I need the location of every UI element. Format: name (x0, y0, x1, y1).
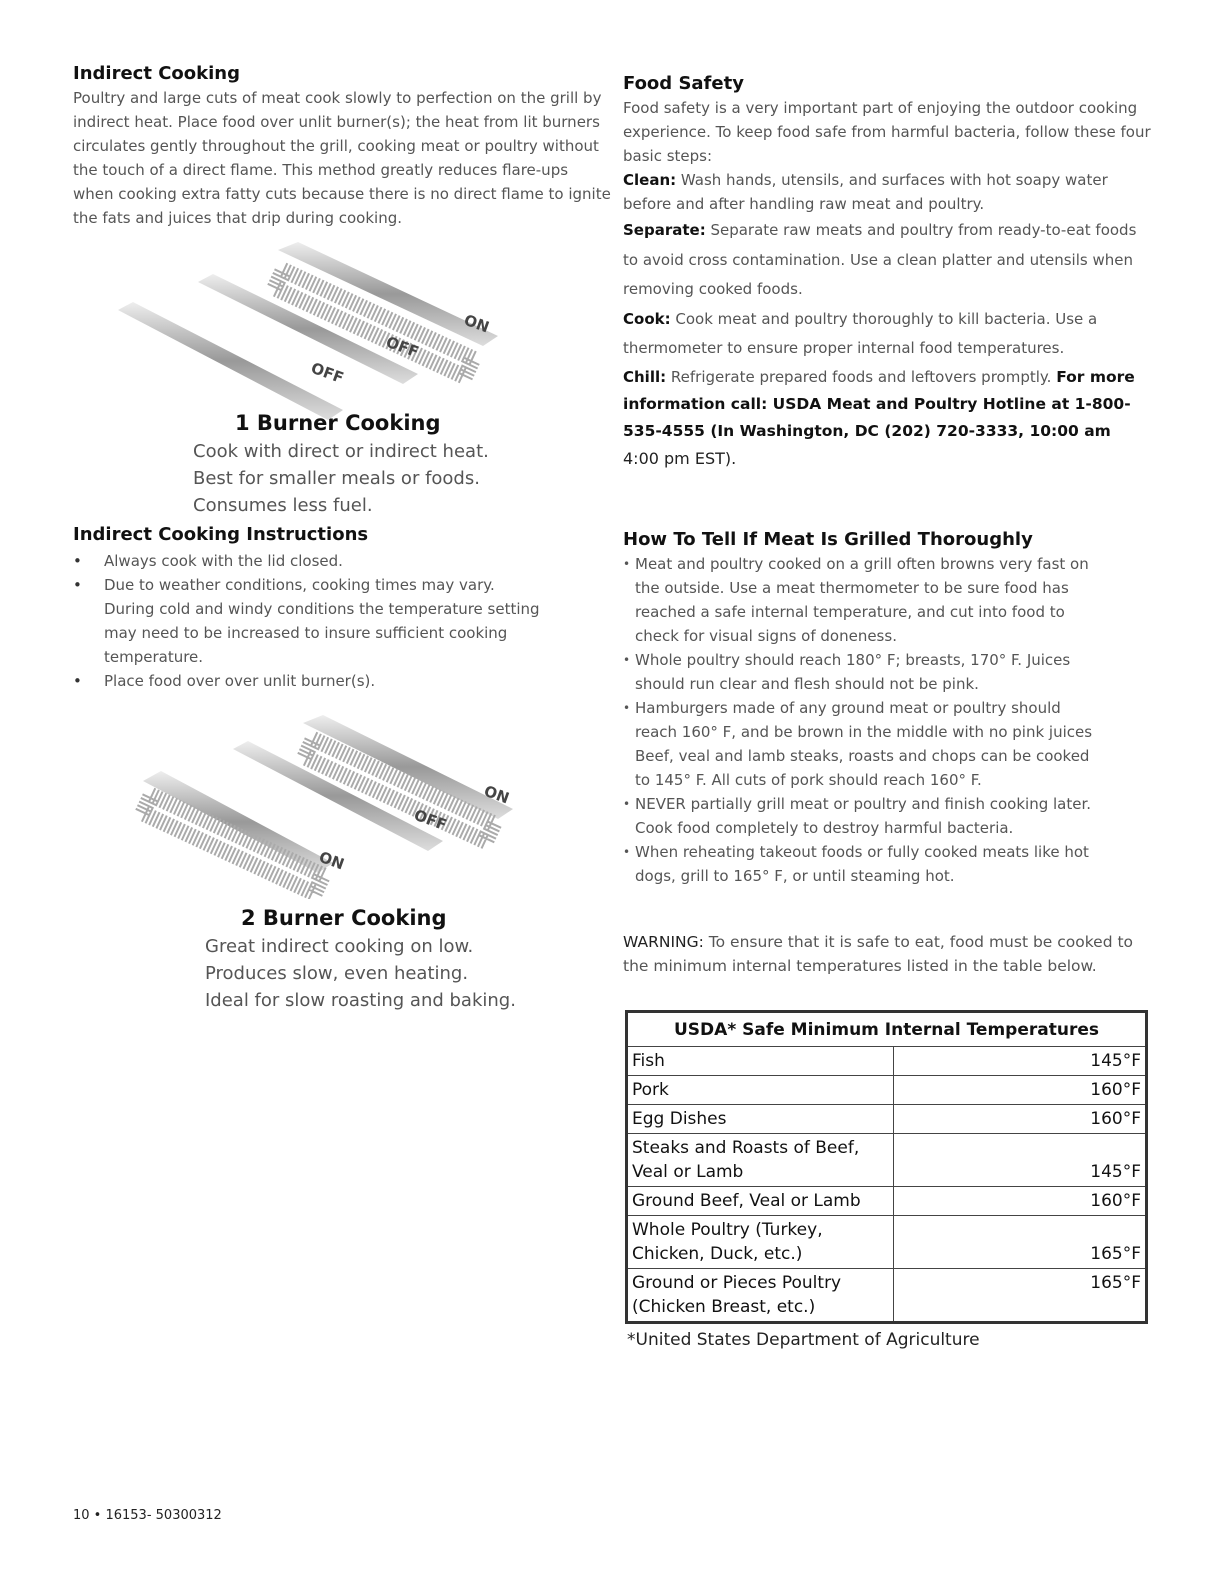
burner-tubes-graphic (73, 242, 613, 438)
temperature-table (625, 1010, 1148, 1324)
two-burner-line-1: Great indirect cooking on low. (205, 936, 474, 957)
food-line-1: Ground or Pieces Poultry (632, 1272, 842, 1293)
two-burner-illustration (73, 715, 613, 899)
clean-label: Clean: (623, 171, 677, 189)
chill-step (623, 364, 1153, 445)
separate-label: Separate: (623, 221, 706, 239)
indirect-cooking-heading: Indirect Cooking (73, 63, 240, 84)
table-row (627, 1075, 1147, 1104)
burner-label-1: ON (481, 781, 512, 808)
table-cell-temp: 160°F (894, 1104, 1147, 1133)
list-item: • When reheating takeout foods or fully cooked meats like hot dogs, grill to 165° F, or until steaming hot. (623, 840, 1107, 888)
warning-text (623, 930, 1143, 978)
one-burner-illustration (73, 242, 613, 438)
burner-tubes-graphic-2 (73, 715, 613, 899)
table-cell-temp: 145°F (894, 1046, 1147, 1075)
food-line-1: Whole Poultry (Turkey, (632, 1219, 823, 1240)
table-cell-temp: 160°F (894, 1186, 1147, 1215)
two-burner-line-2: Produces slow, even heating. (205, 963, 469, 984)
list-item: • Always cook with the lid closed. (73, 549, 573, 573)
two-burner-caption (205, 903, 613, 1014)
table-cell-food: Pork (627, 1075, 894, 1104)
two-burner-title: 2 Burner Cooking (241, 906, 447, 930)
food-safety-intro: Food safety is a very important part of enjoying the outdoor cooking experience. To keep food safe from harmful bacteria, follow these four basic steps: (623, 99, 1151, 165)
table-footnote: *United States Department of Agriculture (627, 1329, 980, 1350)
food-line-1: Steaks and Roasts of Beef, (632, 1137, 860, 1158)
table-cell-temp: 165°F (894, 1268, 1147, 1322)
hotline-end: 4:00 pm EST). (623, 448, 737, 468)
table-cell-food: Fish (627, 1046, 894, 1075)
table-row (627, 1268, 1147, 1322)
indirect-instructions-section (73, 523, 613, 693)
two-burner-line-3: Ideal for slow roasting and baking. (205, 990, 516, 1011)
food-safety-heading: Food Safety (623, 73, 744, 94)
table-cell-temp: 165°F (894, 1215, 1147, 1268)
table-header-row (627, 1011, 1147, 1046)
food-line-2: Chicken, Duck, etc.) (632, 1243, 803, 1264)
table-cell-food (627, 1133, 894, 1186)
grilled-thoroughly-list (623, 552, 1107, 888)
indirect-cooking-text: Poultry and large cuts of meat cook slowly to perfection on the grill by indirect heat. Place food over unlit burner(s); the heat from lit burners circulates gently throughout the grill, cooking meat or poultry without the touch of a direct flame. This method greatly reduces flare-ups when cooking extra fatty cuts because there is no direct flame to ignite the fats and juices that drip during cooking. (73, 89, 611, 227)
table-row (627, 1186, 1147, 1215)
one-burner-line-3: Consumes less fuel. (193, 495, 373, 516)
table-row (627, 1104, 1147, 1133)
burner-label-3: OFF (308, 358, 347, 388)
cook-text: Cook meat and poultry thoroughly to kill bacteria. Use a thermometer to ensure proper internal food temperatures. (623, 309, 1098, 357)
table-cell-food: Ground Beef, Veal or Lamb (627, 1186, 894, 1215)
one-burner-title: 1 Burner Cooking (235, 411, 441, 435)
cook-step (623, 305, 1153, 364)
chill-label: Chill: (623, 367, 667, 386)
table-row (627, 1215, 1147, 1268)
clean-text: Wash hands, utensils, and surfaces with hot soapy water before and after handling raw meat and poultry. (623, 171, 1108, 213)
burner-label-1: ON (461, 310, 492, 337)
clean-step (623, 168, 1153, 216)
separate-step (623, 216, 1153, 305)
indirect-cooking-section (73, 62, 613, 230)
warning-label: WARNING: (623, 932, 704, 951)
table-row (627, 1133, 1147, 1186)
temperature-table-wrap (623, 1010, 1153, 1350)
one-burner-line-1: Cook with direct or indirect heat. (193, 441, 489, 462)
right-column (623, 72, 1153, 1350)
separate-text: Separate raw meats and poultry from ready-to-eat foods to avoid cross contamination. Use a clean platter and utensils when removing cooked foods. (623, 221, 1137, 298)
list-item: • NEVER partially grill meat or poultry and finish cooking later. Cook food completely to destroy harmful bacteria. (623, 792, 1107, 840)
one-burner-line-2: Best for smaller meals or foods. (193, 468, 480, 489)
grilled-thoroughly-heading: How To Tell If Meat Is Grilled Thoroughly (623, 528, 1033, 550)
list-item: • Meat and poultry cooked on a grill often browns very fast on the outside. Use a meat thermometer to be sure food has reached a safe internal temperature, and cut into food to check for visual signs of doneness. (623, 552, 1107, 648)
table-title: USDA* Safe Minimum Internal Temperatures (627, 1011, 1147, 1046)
burner-label-3: ON (316, 847, 347, 874)
chill-text: Refrigerate prepared foods and leftovers promptly. (666, 367, 1057, 386)
table-cell-food: Egg Dishes (627, 1104, 894, 1133)
food-safety-section (623, 72, 1153, 472)
food-line-2: (Chicken Breast, etc.) (632, 1296, 816, 1317)
table-row (627, 1046, 1147, 1075)
table-cell-food (627, 1268, 894, 1322)
hotline-text: For more information call: USDA Meat and Poultry Hotline at 1-800-535-4555 (In Washington, DC (202) 720-3333, 10:00 am (623, 367, 1135, 440)
indirect-instructions-heading: Indirect Cooking Instructions (73, 524, 369, 545)
warning-body: To ensure that it is safe to eat, food must be cooked to the minimum internal temperatures listed in the table below. (623, 932, 1134, 975)
list-item: • Whole poultry should reach 180° F; breasts, 170° F. Juices should run clear and flesh should not be pink. (623, 648, 1107, 696)
list-item: • Hamburgers made of any ground meat or poultry should reach 160° F, and be brown in the middle with no pink juices Beef, veal and lamb steaks, roasts and chops can be cooked to 145° F. All cuts of pork should reach 160° F. (623, 696, 1107, 792)
list-item: • Due to weather conditions, cooking times may vary. During cold and windy conditions the temperature setting may need to be increased to insure sufficient cooking temperature. (73, 573, 544, 669)
cook-label: Cook: (623, 309, 671, 328)
grilled-thoroughly-section (623, 528, 1153, 888)
page-footer: 10 • 16153- 50300312 (73, 1508, 222, 1523)
list-item: • Place food over over unlit burner(s). (73, 669, 573, 693)
left-column (73, 62, 613, 1014)
indirect-instructions-list (73, 549, 573, 693)
burner-label-2: OFF (411, 805, 450, 835)
burner-tube-front (118, 302, 343, 420)
table-cell-temp: 160°F (894, 1075, 1147, 1104)
table-cell-temp: 145°F (894, 1133, 1147, 1186)
table-cell-food (627, 1215, 894, 1268)
burner-label-2: OFF (383, 332, 422, 362)
food-line-2: Veal or Lamb (632, 1161, 744, 1182)
